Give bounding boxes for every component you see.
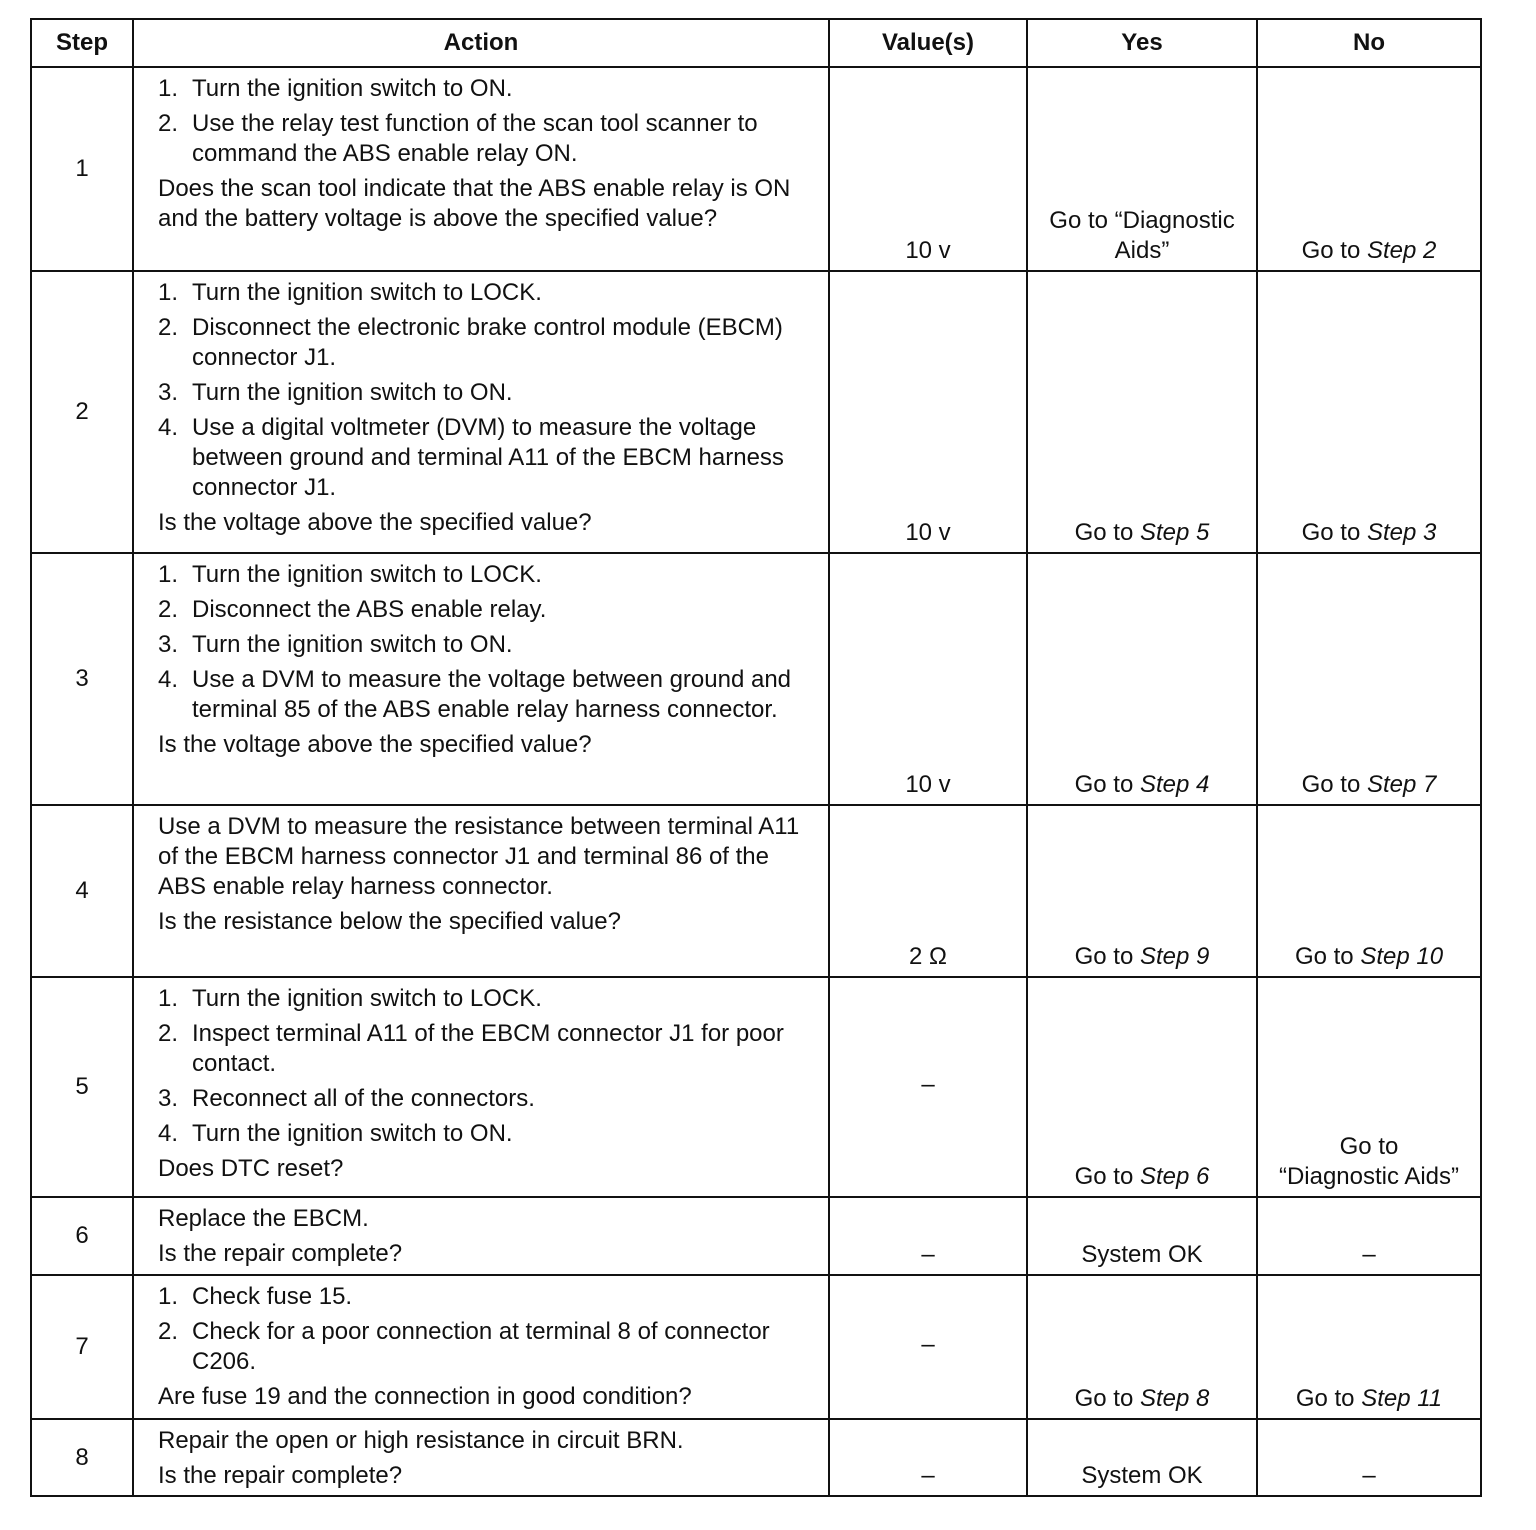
yes-cell [1027,67,1257,271]
yes-step-reference: Step 4 [1139,771,1210,798]
action-item-text: Use a DVM to measure the voltage between ground and terminal 85 of the ABS enable relay harness connector. [192,666,792,723]
no-result-text: – [1362,1462,1376,1489]
no-result-text: Go to [1301,519,1361,546]
table-row [31,805,1481,977]
action-item-text: Reconnect all of the connectors. [192,1085,535,1112]
no-cell [1257,271,1481,553]
action-item-number: 1. [158,279,179,306]
no-result-text: Go to [1294,943,1354,970]
no-step-reference: Step 7 [1366,771,1437,798]
no-result-text: Go to [1301,771,1361,798]
action-list-item [158,1019,820,1079]
action-list-item [158,1282,820,1312]
no-cell [1257,1275,1481,1419]
table-body [31,67,1481,1496]
table-row [31,1419,1481,1496]
action-item-text: Turn the ignition switch to LOCK. [192,561,542,588]
value-cell: – [829,1275,1027,1419]
yes-cell [1027,1275,1257,1419]
action-cell [133,1197,829,1275]
header-no: No [1257,19,1481,67]
action-cell [133,67,829,271]
action-cell [133,805,829,977]
value-cell: 10 v [829,271,1027,553]
yes-cell [1027,271,1257,553]
action-item-number: 2. [158,1318,179,1345]
action-item-number: 1. [158,561,179,588]
action-list-item [158,560,820,590]
yes-cell [1027,805,1257,977]
action-list-item [158,278,820,308]
step-number: 6 [31,1197,133,1275]
action-question: Is the repair complete? [158,1462,403,1489]
yes-result-text: Go to [1074,1385,1134,1412]
action-item-text: Use the relay test function of the scan tool scanner to command the ABS enable relay ON. [192,110,758,167]
value-cell: 10 v [829,67,1027,271]
action-item-number: 3. [158,379,179,406]
yes-cell [1027,1419,1257,1496]
step-number: 7 [31,1275,133,1419]
action-item-text: Check for a poor connection at terminal 8 of connector C206. [192,1318,770,1375]
yes-result-text: System OK [1081,1241,1203,1268]
table-row [31,977,1481,1197]
yes-step-reference: Step 8 [1139,1385,1210,1412]
table-row [31,1275,1481,1419]
action-question: Does the scan tool indicate that the ABS enable relay is ON and the battery voltage is above the specified value? [158,175,791,232]
action-cell [133,1275,829,1419]
step-number: 8 [31,1419,133,1496]
step-number: 4 [31,805,133,977]
action-question: Is the voltage above the specified value? [158,509,592,536]
action-cell [133,271,829,553]
no-step-reference: Step 10 [1360,943,1444,970]
action-cell [133,553,829,805]
action-item-text: Turn the ignition switch to ON. [192,631,513,658]
no-result-text: – [1362,1241,1376,1268]
step-number: 3 [31,553,133,805]
no-cell [1257,1419,1481,1496]
action-question: Is the voltage above the specified value? [158,731,592,758]
yes-cell [1027,553,1257,805]
action-item-text: Turn the ignition switch to LOCK. [192,279,542,306]
no-step-reference: Step 11 [1361,1385,1443,1412]
action-item-text: Use a digital voltmeter (DVM) to measure the voltage between ground and terminal A11 of the EBCM harness connector J1. [192,414,784,501]
action-text: Repair the open or high resistance in circuit BRN. [158,1427,684,1454]
yes-result-text: Go to [1074,943,1134,970]
no-cell [1257,977,1481,1197]
action-item-number: 4. [158,414,179,441]
action-list-item [158,1084,820,1114]
action-list-item [158,313,820,373]
action-item-number: 2. [158,596,179,623]
yes-step-reference: Step 9 [1139,943,1210,970]
no-step-reference: Step 2 [1366,237,1437,264]
action-question: Is the resistance below the specified value? [158,908,621,935]
header-action: Action [133,19,829,67]
no-cell [1257,1197,1481,1275]
value-cell: – [829,1197,1027,1275]
no-result-text: Go to [1295,1385,1355,1412]
no-cell [1257,553,1481,805]
yes-step-reference: Step 6 [1139,1163,1210,1190]
yes-cell [1027,977,1257,1197]
action-item-text: Turn the ignition switch to LOCK. [192,985,542,1012]
action-item-number: 1. [158,1283,179,1310]
action-item-text: Disconnect the electronic brake control module (EBCM) connector J1. [192,314,783,371]
yes-step-reference: Step 5 [1139,519,1210,546]
no-step-reference: Step 3 [1366,519,1437,546]
yes-result-text: System OK [1081,1462,1203,1489]
action-item-text: Turn the ignition switch to ON. [192,379,513,406]
action-item-number: 2. [158,314,179,341]
action-item-number: 3. [158,631,179,658]
yes-result-text: Go to [1074,519,1134,546]
action-list-item [158,1119,820,1149]
action-text: Replace the EBCM. [158,1205,369,1232]
header-row [31,19,1481,67]
action-list-item [158,984,820,1014]
action-list-item [158,1317,820,1377]
action-item-number: 4. [158,666,179,693]
action-question: Are fuse 19 and the connection in good condition? [158,1383,692,1410]
no-cell [1257,67,1481,271]
action-item-number: 2. [158,110,179,137]
action-item-number: 1. [158,75,179,102]
no-result-text: Go to [1301,237,1361,264]
step-number: 5 [31,977,133,1197]
action-item-number: 1. [158,985,179,1012]
action-question: Is the repair complete? [158,1240,403,1267]
action-list-item [158,109,820,169]
yes-result-text: Go to “Diagnostic Aids” [1049,207,1235,264]
table-row [31,553,1481,805]
value-cell: – [829,1419,1027,1496]
action-cell [133,977,829,1197]
action-list-item [158,630,820,660]
value-cell: 10 v [829,553,1027,805]
action-question: Does DTC reset? [158,1155,344,1182]
header-step: Step [31,19,133,67]
action-list-item [158,413,820,503]
action-text: Use a DVM to measure the resistance between terminal A11 of the EBCM harness connector J1 and terminal 86 of the ABS enable relay harness connector. [158,813,800,900]
yes-cell [1027,1197,1257,1275]
action-item-number: 2. [158,1020,179,1047]
diagnostic-table [30,18,1482,1497]
action-list-item [158,665,820,725]
step-number: 2 [31,271,133,553]
action-list-item [158,74,820,104]
table-row [31,67,1481,271]
step-number: 1 [31,67,133,271]
diagnostic-table-sheet [30,18,1480,1497]
yes-result-text: Go to [1074,1163,1134,1190]
value-cell: 2 Ω [829,805,1027,977]
table-row [31,271,1481,553]
action-item-text: Disconnect the ABS enable relay. [192,596,547,623]
action-list-item [158,378,820,408]
no-cell [1257,805,1481,977]
action-item-text: Inspect terminal A11 of the EBCM connector J1 for poor contact. [192,1020,784,1077]
action-item-text: Check fuse 15. [192,1283,353,1310]
action-list-item [158,595,820,625]
no-result-text: Go to “Diagnostic Aids” [1278,1133,1460,1190]
header-values: Value(s) [829,19,1027,67]
table-row [31,1197,1481,1275]
action-item-text: Turn the ignition switch to ON. [192,1120,513,1147]
header-yes: Yes [1027,19,1257,67]
yes-result-text: Go to [1074,771,1134,798]
action-item-text: Turn the ignition switch to ON. [192,75,513,102]
action-cell [133,1419,829,1496]
value-cell: – [829,977,1027,1197]
action-item-number: 4. [158,1120,179,1147]
action-item-number: 3. [158,1085,179,1112]
